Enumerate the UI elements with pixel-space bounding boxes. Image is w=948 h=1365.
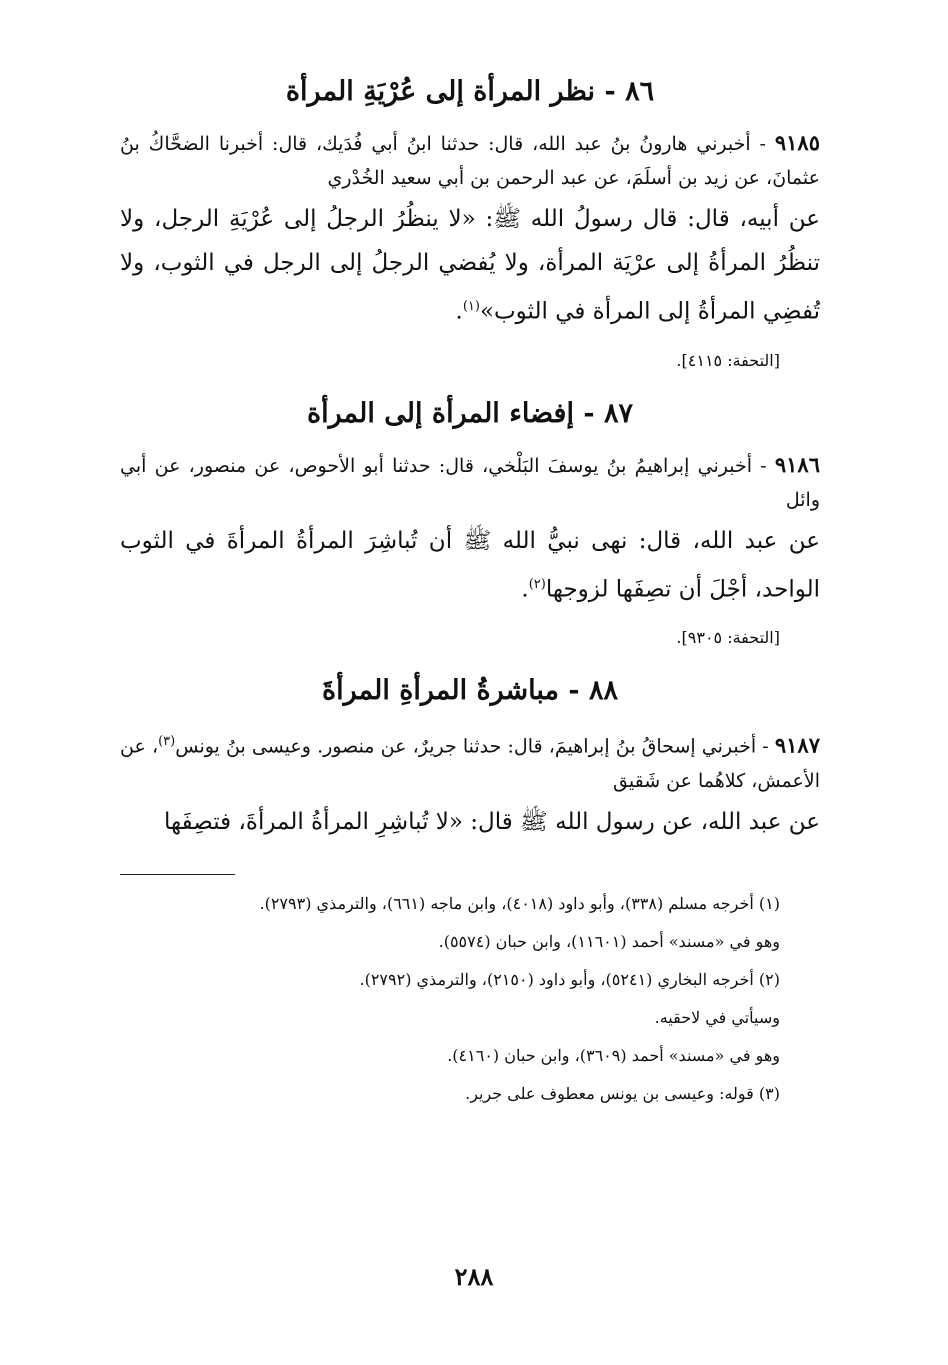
footnote: وسيأتي في لاحقيه. — [654, 1007, 780, 1027]
matn-end: . — [455, 298, 463, 325]
hadith-matn — [120, 519, 820, 612]
matn-text: عن عبد الله، عن رسول الله ﷺ قال: «لا تُباشِرِ المرأةُ المرأةَ، فتصِفَها — [164, 808, 820, 835]
isnad-end: ، عن الأعمش، كلاهُما عن شَقيق — [120, 735, 820, 792]
footnote: (٢) أخرجه البخاري (٥٢٤١)، وأبو داود (٢١٥٠)، والترمذي (٢٧٩٢). — [359, 969, 780, 989]
tuhfa-reference: [التحفة: ٤١١٥]. — [676, 350, 780, 370]
chapter-title: ٨٨ - مباشرةُ المرأةِ المرأةَ — [321, 675, 619, 707]
footnote-divider — [120, 874, 235, 875]
chapter-title: ٨٦ - نظر المرأة إلى عُرْيَةِ المرأة — [285, 76, 655, 107]
page-number: ٢٨٨ — [454, 1262, 494, 1291]
footnotes — [120, 885, 820, 1113]
matn-end: . — [521, 576, 529, 603]
page — [120, 60, 820, 1310]
hadith-matn — [120, 800, 820, 844]
footnote: وهو في «مسند» أحمد (٣٦٠٩)، وابن حبان (٤١٦٠). — [447, 1045, 780, 1065]
isnad-text: - أخبرني إسحاقُ بنُ إبراهيمَ، قال: حدثنا جريرٌ، عن منصور. وعيسى بنُ يونس — [175, 735, 775, 758]
hadith-number: ٩١٨٥ — [774, 130, 820, 155]
tuhfa-reference: [التحفة: ٩٣٠٥]. — [676, 628, 780, 648]
chapter-title: ٨٧ - إفضاء المرأة إلى المرأة — [307, 397, 633, 429]
footnote-ref: (٣) — [158, 734, 176, 750]
isnad-text: - أخبرني إبراهيمُ بنُ يوسفَ البَلْخي، قال: حدثنا أبو الأحوص، عن منصور، عن أبي وائل — [120, 454, 820, 511]
hadith-isnad — [120, 448, 820, 517]
matn-text: عن عبد الله، قال: نهى نبيُّ الله ﷺ أن تُباشِرَ المرأةُ المرأةَ في الثوب الواحد، أجْلَ أن تصِفَها لزوجها — [120, 527, 820, 603]
hadith-matn — [120, 197, 820, 334]
hadith-number: ٩١٨٧ — [774, 732, 820, 758]
hadith-number: ٩١٨٦ — [774, 451, 820, 477]
footnote: (٣) قوله: وعيسى بن يونس معطوف على جرير. — [465, 1083, 780, 1103]
footnote: (١) أخرجه مسلم (٣٣٨)، وأبو داود (٤٠١٨)، وابن ماجه (٦٦١)، والترمذي (٢٧٩٣). — [259, 893, 780, 913]
hadith-isnad — [120, 725, 820, 797]
footnote-ref: (١) — [462, 299, 480, 314]
matn-text: عن أبيه، قال: قال رسولُ الله ﷺ: «لا ينظُرُ الرجلُ إلى عُرْيَةِ الرجل، ولا تنظُرُ المرأةُ إلى عرْيَة المرأة، ولا يُفضي الرجلُ إلى الرجل في الثوب، ولا تُفضِي المرأةُ إلى المرأة في الثوب» — [120, 206, 820, 325]
footnote-ref: (٢) — [528, 576, 546, 592]
hadith-isnad — [120, 126, 820, 195]
isnad-text: - أخبرني هارونُ بنُ عبد الله، قال: حدثنا ابنُ أبي فُدَيك، قال: أخبرنا الضحَّاكُ بنُ عثمانَ، عن زيد بن أسلَمَ، عن عبد الرحمن بن أبي سعيد الخُدْري — [120, 133, 820, 189]
footnote: وهو في «مسند» أحمد (١١٦٠١)، وابن حبان (٥٥٧٤). — [438, 931, 780, 951]
